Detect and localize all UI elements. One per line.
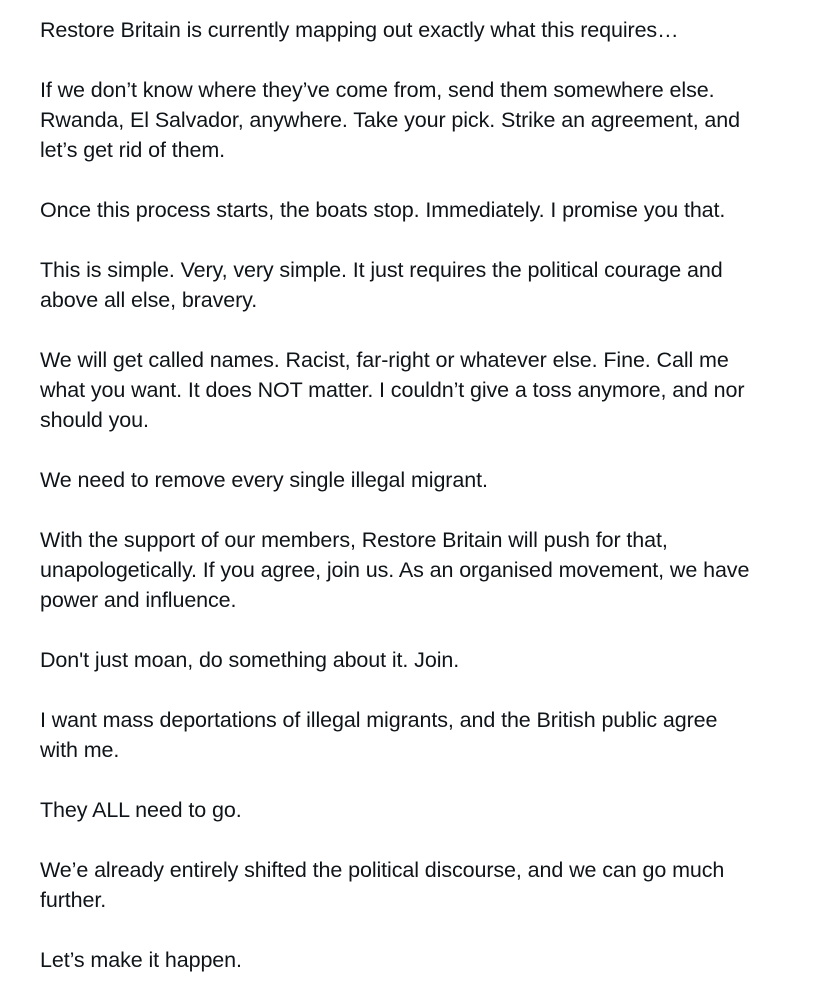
post-paragraph-5: We will get called names. Racist, far-right or whatever else. Fine. Call me what you want. It does NOT matter. I couldn’t give a toss anymore, and nor should you. <box>40 348 745 432</box>
post-paragraph-6: We need to remove every single illegal migrant. <box>40 468 488 492</box>
post-paragraph-12: Let’s make it happen. <box>40 948 242 972</box>
post-paragraph-8: Don't just moan, do something about it. Join. <box>40 648 460 672</box>
post-paragraph-9: I want mass deportations of illegal migrants, and the British public agree with me. <box>40 708 718 762</box>
post-paragraph-3: Once this process starts, the boats stop. Immediately. I promise you that. <box>40 198 726 222</box>
post-paragraph-7: With the support of our members, Restore Britain will push for that, unapologetically. If you agree, join us. As an organised movement, we have power and influence. <box>40 528 750 612</box>
post-paragraph-4: This is simple. Very, very simple. It just requires the political courage and above all else, bravery. <box>40 258 723 312</box>
post-paragraph-10: They ALL need to go. <box>40 798 242 822</box>
post-paragraph-11: We’e already entirely shifted the political discourse, and we can go much further. <box>40 858 725 912</box>
post-paragraph-1: Restore Britain is currently mapping out exactly what this requires… <box>40 18 679 42</box>
post-paragraph-2: If we don’t know where they’ve come from, send them somewhere else. Rwanda, El Salvador, anywhere. Take your pick. Strike an agreement, and let’s get rid of them. <box>40 78 741 162</box>
